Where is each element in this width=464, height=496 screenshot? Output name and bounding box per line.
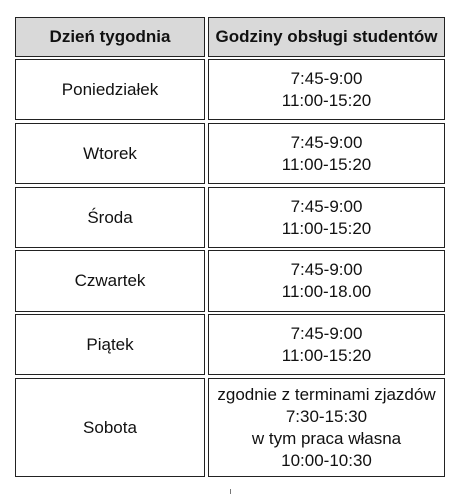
header-hours-cell bbox=[208, 17, 445, 57]
day-label: Poniedziałek bbox=[61, 79, 159, 99]
text-cursor-mark bbox=[230, 489, 231, 494]
table-header-row bbox=[12, 17, 448, 57]
hours-cell bbox=[208, 378, 445, 477]
table-row-monday bbox=[12, 59, 448, 120]
hours-cell bbox=[208, 187, 445, 248]
hours-line: 7:45-9:00 bbox=[290, 68, 363, 88]
header-day-label: Dzień tygodnia bbox=[49, 27, 171, 46]
day-cell bbox=[15, 378, 205, 477]
hours-line: 7:45-9:00 bbox=[290, 260, 363, 279]
header-day-cell bbox=[15, 17, 205, 57]
hours-line: 11:00-15:20 bbox=[281, 218, 372, 238]
table-row-thursday bbox=[12, 250, 448, 312]
table-row-saturday bbox=[12, 378, 448, 477]
day-label: Piątek bbox=[86, 334, 134, 354]
hours-cell bbox=[208, 59, 445, 120]
hours-cell bbox=[208, 123, 445, 184]
day-label: Wtorek bbox=[83, 143, 137, 163]
day-label: Sobota bbox=[83, 417, 137, 437]
day-cell bbox=[15, 187, 205, 248]
hours-line: 7:45-9:00 bbox=[290, 196, 363, 216]
hours-line: 7:30-15:30 bbox=[285, 406, 368, 426]
hours-line: 10:00-10:30 bbox=[281, 450, 372, 470]
hours-cell bbox=[208, 250, 445, 312]
hours-line: 11:00-18.00 bbox=[281, 282, 372, 301]
day-label: Czwartek bbox=[74, 271, 146, 290]
hours-line: 11:00-15:20 bbox=[281, 154, 372, 174]
table-row-wednesday bbox=[12, 187, 448, 248]
day-cell bbox=[15, 314, 205, 375]
hours-line: w tym praca własna bbox=[251, 428, 402, 448]
header-hours-label: Godziny obsługi studentów bbox=[215, 27, 438, 46]
office-hours-table bbox=[12, 17, 448, 477]
hours-line: 11:00-15:20 bbox=[281, 90, 372, 110]
hours-cell bbox=[208, 314, 445, 375]
day-label: Środa bbox=[87, 207, 133, 227]
table-row-friday bbox=[12, 314, 448, 375]
hours-line: zgodnie z terminami zjazdów bbox=[217, 384, 436, 404]
day-cell bbox=[15, 123, 205, 184]
hours-line: 11:00-15:20 bbox=[281, 345, 372, 365]
hours-line: 7:45-9:00 bbox=[290, 323, 363, 343]
day-cell bbox=[15, 250, 205, 312]
day-cell bbox=[15, 59, 205, 120]
table-row-tuesday bbox=[12, 123, 448, 184]
hours-line: 7:45-9:00 bbox=[290, 132, 363, 152]
